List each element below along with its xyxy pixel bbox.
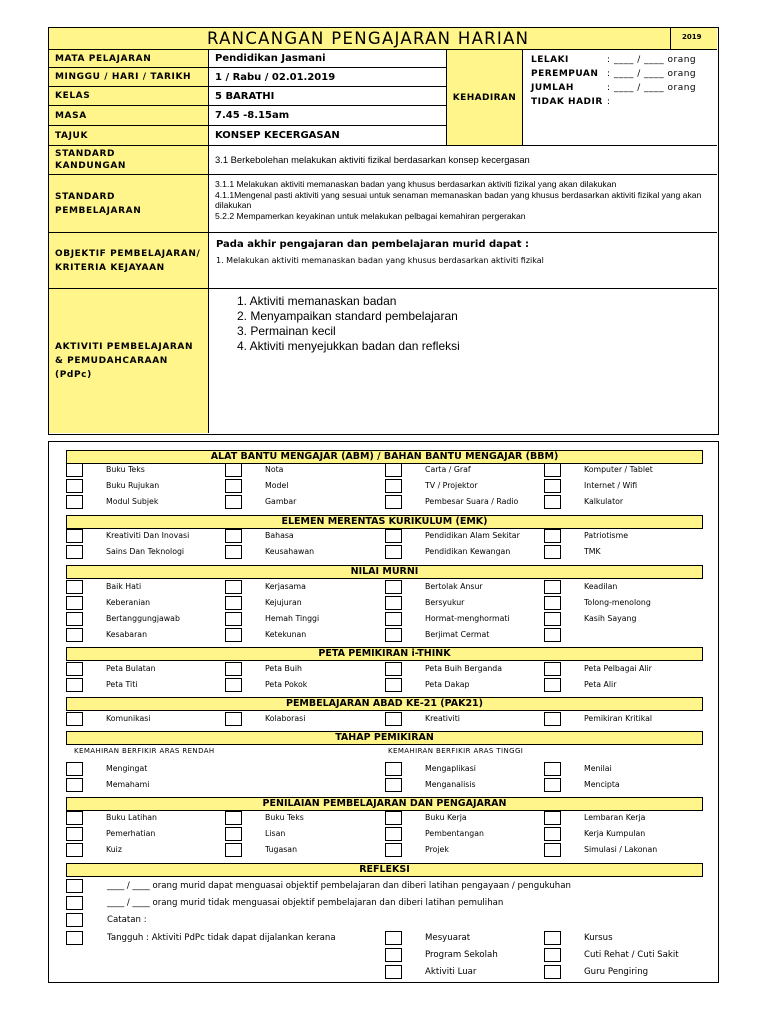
- tahap-checkbox[interactable]: [66, 762, 83, 776]
- penilaian-checkbox[interactable]: [66, 811, 83, 825]
- nilai-checkbox[interactable]: [385, 628, 402, 642]
- ithink-item-label: Peta Titi: [106, 680, 138, 689]
- pak21-item-label: Kolaborasi: [265, 714, 306, 723]
- penilaian-checkbox[interactable]: [66, 827, 83, 841]
- reason-cuti: Cuti Rehat / Cuti Sakit: [584, 950, 679, 960]
- emk-checkbox[interactable]: [544, 529, 561, 543]
- emk-checkbox[interactable]: [225, 529, 242, 543]
- nilai-item-label: Kejujuran: [265, 598, 302, 607]
- abm-item-label: Nota: [265, 465, 284, 474]
- abm-checkbox[interactable]: [385, 479, 402, 493]
- penilaian-item-label: Lembaran Kerja: [584, 813, 646, 822]
- nilai-item-label: Keadilan: [584, 582, 618, 591]
- penilaian-item-label: Kuiz: [106, 845, 122, 854]
- emk-item-label: Pendidikan Kewangan: [425, 547, 511, 556]
- sp-line: 5.2.2 Mempamerkan keyakinan untuk melakukan pelbagai kemahiran pergerakan: [215, 210, 526, 221]
- label-aktiviti: AKTIVITI PEMBELAJARAN & PEMUDAHCARAAN (PdPc): [49, 289, 209, 433]
- reason-program-sekolah: Program Sekolah: [425, 950, 498, 960]
- tahap-checkbox[interactable]: [385, 778, 402, 792]
- penilaian-item-label: Buku Teks: [265, 813, 304, 822]
- rph-top-table: [48, 27, 719, 435]
- nilai-checkbox[interactable]: [225, 628, 242, 642]
- kehadiran-row-perempuan: PEREMPUAN : ____ / ____ orang: [531, 69, 697, 79]
- nilai-checkbox[interactable]: [66, 628, 83, 642]
- abm-checkbox[interactable]: [544, 495, 561, 509]
- sp-line: 3.1.1 Melakukan aktiviti memanaskan badan yang khusus berdasarkan aktiviti fizikal yang akan dilakukan: [215, 179, 617, 189]
- ithink-checkbox[interactable]: [544, 678, 561, 692]
- nilai-checkbox[interactable]: [66, 580, 83, 594]
- penilaian-item-label: Simulasi / Lakonan: [584, 845, 658, 854]
- label-aras-tinggi: KEMAHIRAN BERFIKIR ARAS TINGGI: [388, 747, 524, 755]
- reason-mesyuarat: Mesyuarat: [425, 933, 471, 943]
- section-tahap-pemikiran: TAHAP PEMIKIRAN: [66, 731, 703, 745]
- ithink-item-label: Peta Buih: [265, 664, 302, 673]
- reason-checkbox-guru-pengiring[interactable]: [544, 965, 561, 979]
- ithink-checkbox[interactable]: [225, 662, 242, 676]
- kehadiran-values: [523, 50, 717, 146]
- nilai-checkbox[interactable]: [385, 596, 402, 610]
- penilaian-item-label: Kerja Kumpulan: [584, 829, 646, 838]
- nilai-item-label: Kerjasama: [265, 582, 306, 591]
- label-standard-kandungan: STANDARD KANDUNGAN: [49, 146, 209, 175]
- penilaian-item-label: Pembentangan: [425, 829, 484, 838]
- reason-checkbox-aktiviti-luar[interactable]: [385, 965, 402, 979]
- pak21-item-label: Kreativiti: [425, 714, 460, 723]
- emk-item-label: Sains Dan Teknologi: [106, 547, 185, 556]
- abm-checkbox[interactable]: [225, 463, 242, 477]
- emk-item-label: Kreativiti Dan Inovasi: [106, 531, 190, 540]
- refleksi-checkbox-catatan[interactable]: [66, 913, 83, 927]
- nilai-item-label: Baik Hati: [106, 582, 142, 591]
- penilaian-checkbox[interactable]: [385, 827, 402, 841]
- label-standard-pembelajaran: STANDARD PEMBELAJARAN: [49, 175, 209, 233]
- label-masa: MASA: [49, 106, 209, 126]
- tahap-item-label: Mengaplikasi: [425, 764, 476, 773]
- nilai-checkbox[interactable]: [385, 612, 402, 626]
- nilai-item-label: Ketekunan: [265, 630, 307, 639]
- kehadiran-cell: [446, 50, 523, 146]
- objektif-intro: Pada akhir pengajaran dan pembelajaran murid dapat :: [216, 239, 530, 250]
- reason-guru-pengiring: Guru Pengiring: [584, 967, 649, 977]
- section-abm: ALAT BANTU MENGAJAR (ABM) / BAHAN BANTU MENGAJAR (BBM): [66, 450, 703, 464]
- section-nilai-murni: NILAI MURNI: [66, 565, 703, 579]
- reason-checkbox-mesyuarat[interactable]: [385, 931, 402, 945]
- refleksi-checkbox-tangguh[interactable]: [66, 931, 83, 945]
- kehadiran-row-tidak-hadir: TIDAK HADIR :: [531, 97, 611, 107]
- abm-item-label: Buku Rujukan: [106, 481, 160, 490]
- ithink-item-label: Peta Dakap: [425, 680, 470, 689]
- sp-line: 4.1.1Mengenal pasti aktiviti yang sesuai untuk senaman memanaskan badan yang khusus berdasarkan aktiviti fizikal yang akan dilakukan: [215, 189, 702, 210]
- refleksi-menguasai: ____ / ____ orang murid dapat menguasai objektif pembelajaran dan diberi latihan pengayaan / pengukuhan: [107, 881, 571, 891]
- ithink-item-label: Peta Alir: [584, 680, 617, 689]
- pak21-checkbox[interactable]: [225, 712, 242, 726]
- emk-item-label: Bahasa: [265, 531, 294, 540]
- tahap-item-label: Memahami: [106, 780, 150, 789]
- section-pak21: PEMBELAJARAN ABAD KE-21 (PAK21): [66, 697, 703, 711]
- tahap-checkbox[interactable]: [385, 762, 402, 776]
- reason-aktiviti-luar: Aktiviti Luar: [425, 967, 477, 977]
- abm-checkbox[interactable]: [66, 495, 83, 509]
- emk-item-label: Keusahawan: [265, 547, 315, 556]
- value-standard-pembelajaran: [209, 175, 717, 233]
- section-refleksi: REFLEKSI: [66, 863, 703, 877]
- tahap-checkbox[interactable]: [66, 778, 83, 792]
- nilai-checkbox[interactable]: [225, 580, 242, 594]
- reason-checkbox-cuti[interactable]: [544, 948, 561, 962]
- ithink-checkbox[interactable]: [225, 678, 242, 692]
- ithink-item-label: Peta Pelbagai Alir: [584, 664, 652, 673]
- section-emk: ELEMEN MERENTAS KURIKULUM (EMK): [66, 515, 703, 529]
- nilai-checkbox[interactable]: [544, 580, 561, 594]
- abm-item-label: Internet / Wifi: [584, 481, 638, 490]
- year-label: 2019: [682, 33, 702, 41]
- emk-checkbox[interactable]: [385, 529, 402, 543]
- nilai-item-label: Bersyukur: [425, 598, 465, 607]
- nilai-checkbox[interactable]: [66, 596, 83, 610]
- penilaian-checkbox[interactable]: [225, 827, 242, 841]
- value-mata-pelajaran: Pendidikan Jasmani: [209, 50, 494, 68]
- ithink-item-label: Peta Pokok: [265, 680, 308, 689]
- abm-checkbox[interactable]: [385, 495, 402, 509]
- refleksi-tidak-menguasai: ____ / ____ orang murid tidak menguasai objektif pembelajaran dan diberi latihan pemulihan: [107, 898, 504, 908]
- reason-checkbox-kursus[interactable]: [544, 931, 561, 945]
- penilaian-checkbox[interactable]: [385, 843, 402, 857]
- emk-checkbox[interactable]: [225, 545, 242, 559]
- refleksi-checkbox-tidak-menguasai[interactable]: [66, 896, 83, 910]
- nilai-item-label: Bertolak Ansur: [425, 582, 483, 591]
- abm-item-label: TV / Projektor: [425, 481, 478, 490]
- tahap-checkbox[interactable]: [544, 762, 561, 776]
- nilai-item-label: Berjimat Cermat: [425, 630, 490, 639]
- tahap-item-label: Menilai: [584, 764, 612, 773]
- penilaian-checkbox[interactable]: [544, 827, 561, 841]
- aktiviti-item: 2. Menyampaikan standard pembelajaran: [237, 309, 458, 323]
- refleksi-tangguh: Tangguh : Aktiviti PdPc tidak dapat dijalankan kerana: [107, 933, 336, 943]
- nilai-checkbox[interactable]: [544, 628, 561, 642]
- ithink-item-label: Peta Bulatan: [106, 664, 156, 673]
- value-minggu: 1 / Rabu / 02.01.2019: [209, 68, 494, 87]
- ithink-checkbox[interactable]: [66, 678, 83, 692]
- reason-checkbox-program-sekolah[interactable]: [385, 948, 402, 962]
- penilaian-checkbox[interactable]: [544, 811, 561, 825]
- nilai-item-label: Bertanggungjawab: [106, 614, 180, 623]
- abm-checkbox[interactable]: [66, 479, 83, 493]
- ithink-checkbox[interactable]: [544, 662, 561, 676]
- abm-item-label: Kalkulator: [584, 497, 624, 506]
- aktiviti-item: 1. Aktiviti memanaskan badan: [237, 294, 397, 308]
- tahap-item-label: Mengingat: [106, 764, 148, 773]
- abm-item-label: Gambar: [265, 497, 297, 506]
- penilaian-item-label: Buku Kerja: [425, 813, 467, 822]
- page-title: RANCANGAN PENGAJARAN HARIAN: [207, 29, 530, 48]
- ithink-checkbox[interactable]: [385, 662, 402, 676]
- nilai-checkbox[interactable]: [66, 612, 83, 626]
- objektif-item: 1. Melakukan aktiviti memanaskan badan yang khusus berdasarkan aktiviti fizikal: [216, 256, 544, 265]
- kehadiran-label: KEHADIRAN: [452, 92, 517, 103]
- tahap-item-label: Mencipta: [584, 780, 620, 789]
- nilai-item-label: Kasih Sayang: [584, 614, 637, 623]
- label-objektif: OBJEKTIF PEMBELAJARAN/ KRITERIA KEJAYAAN: [49, 233, 209, 289]
- pak21-checkbox[interactable]: [66, 712, 83, 726]
- pak21-checkbox[interactable]: [385, 712, 402, 726]
- label-kelas: KELAS: [49, 87, 209, 106]
- label-tajuk: TAJUK: [49, 126, 209, 146]
- value-aktiviti: [209, 289, 717, 433]
- pak21-item-label: Komunikasi: [106, 714, 151, 723]
- abm-item-label: Carta / Graf: [425, 465, 471, 474]
- label-mata-pelajaran: MATA PELAJARAN: [49, 50, 209, 68]
- ithink-checkbox[interactable]: [66, 662, 83, 676]
- emk-checkbox[interactable]: [544, 545, 561, 559]
- nilai-item-label: Kesabaran: [106, 630, 148, 639]
- penilaian-item-label: Lisan: [265, 829, 286, 838]
- ithink-item-label: Peta Buih Berganda: [425, 664, 503, 673]
- nilai-checkbox[interactable]: [225, 612, 242, 626]
- abm-item-label: Model: [265, 481, 289, 490]
- value-objektif: [209, 233, 717, 289]
- nilai-checkbox[interactable]: [385, 580, 402, 594]
- aktiviti-item: 3. Permainan kecil: [237, 324, 336, 338]
- penilaian-checkbox[interactable]: [544, 843, 561, 857]
- abm-item-label: Buku Teks: [106, 465, 145, 474]
- penilaian-item-label: Projek: [425, 845, 449, 854]
- nilai-checkbox[interactable]: [544, 596, 561, 610]
- pak21-checkbox[interactable]: [544, 712, 561, 726]
- kehadiran-row-jumlah: JUMLAH : ____ / ____ orang: [531, 83, 697, 93]
- refleksi-checkbox-menguasai[interactable]: [66, 879, 83, 893]
- aktiviti-item: 4. Aktiviti menyejukkan badan dan refleksi: [237, 339, 460, 353]
- nilai-item-label: Hormat-menghormati: [425, 614, 510, 623]
- abm-checkbox[interactable]: [544, 463, 561, 477]
- penilaian-checkbox[interactable]: [225, 811, 242, 825]
- penilaian-checkbox[interactable]: [66, 843, 83, 857]
- kehadiran-row-lelaki: LELAKI : ____ / ____ orang: [531, 55, 697, 65]
- emk-checkbox[interactable]: [385, 545, 402, 559]
- emk-checkbox[interactable]: [66, 545, 83, 559]
- emk-checkbox[interactable]: [66, 529, 83, 543]
- section-penilaian: PENILAIAN PEMBELAJARAN DAN PENGAJARAN: [66, 797, 703, 811]
- section-ithink: PETA PEMIKIRAN i-THINK: [66, 647, 703, 661]
- abm-item-label: Pembesar Suara / Radio: [425, 497, 519, 506]
- emk-item-label: TMK: [584, 547, 601, 556]
- refleksi-catatan: Catatan :: [107, 915, 147, 925]
- abm-checkbox[interactable]: [225, 479, 242, 493]
- ithink-checkbox[interactable]: [385, 678, 402, 692]
- abm-checkbox[interactable]: [385, 463, 402, 477]
- label-aras-rendah: KEMAHIRAN BERFIKIR ARAS RENDAH: [74, 747, 215, 755]
- nilai-checkbox[interactable]: [225, 596, 242, 610]
- reason-kursus: Kursus: [584, 933, 613, 943]
- emk-item-label: Pendidikan Alam Sekitar: [425, 531, 520, 540]
- abm-item-label: Komputer / Tablet: [584, 465, 653, 474]
- penilaian-checkbox[interactable]: [225, 843, 242, 857]
- emk-item-label: Patriotisme: [584, 531, 629, 540]
- penilaian-item-label: Tugasan: [265, 845, 298, 854]
- abm-checkbox[interactable]: [225, 495, 242, 509]
- nilai-item-label: Tolong-menolong: [584, 598, 651, 607]
- tahap-checkbox[interactable]: [544, 778, 561, 792]
- value-tajuk: KONSEP KECERGASAN: [209, 126, 494, 146]
- abm-item-label: Modul Subjek: [106, 497, 159, 506]
- pak21-item-label: Pemikiran Kritikal: [584, 714, 653, 723]
- label-minggu: MINGGU / HARI / TARIKH: [49, 68, 209, 87]
- tahap-item-label: Menganalisis: [425, 780, 476, 789]
- value-masa: 7.45 -8.15am: [209, 106, 494, 126]
- value-kelas: 5 BARATHI: [209, 87, 494, 106]
- penilaian-item-label: Pemerhatian: [106, 829, 156, 838]
- nilai-checkbox[interactable]: [544, 612, 561, 626]
- nilai-item-label: Keberanian: [106, 598, 151, 607]
- abm-checkbox[interactable]: [66, 463, 83, 477]
- penilaian-checkbox[interactable]: [385, 811, 402, 825]
- penilaian-item-label: Buku Latihan: [106, 813, 157, 822]
- value-standard-kandungan: 3.1 Berkebolehan melakukan aktiviti fizikal berdasarkan konsep kecergasan: [209, 146, 717, 175]
- nilai-item-label: Hemah Tinggi: [265, 614, 320, 623]
- abm-checkbox[interactable]: [544, 479, 561, 493]
